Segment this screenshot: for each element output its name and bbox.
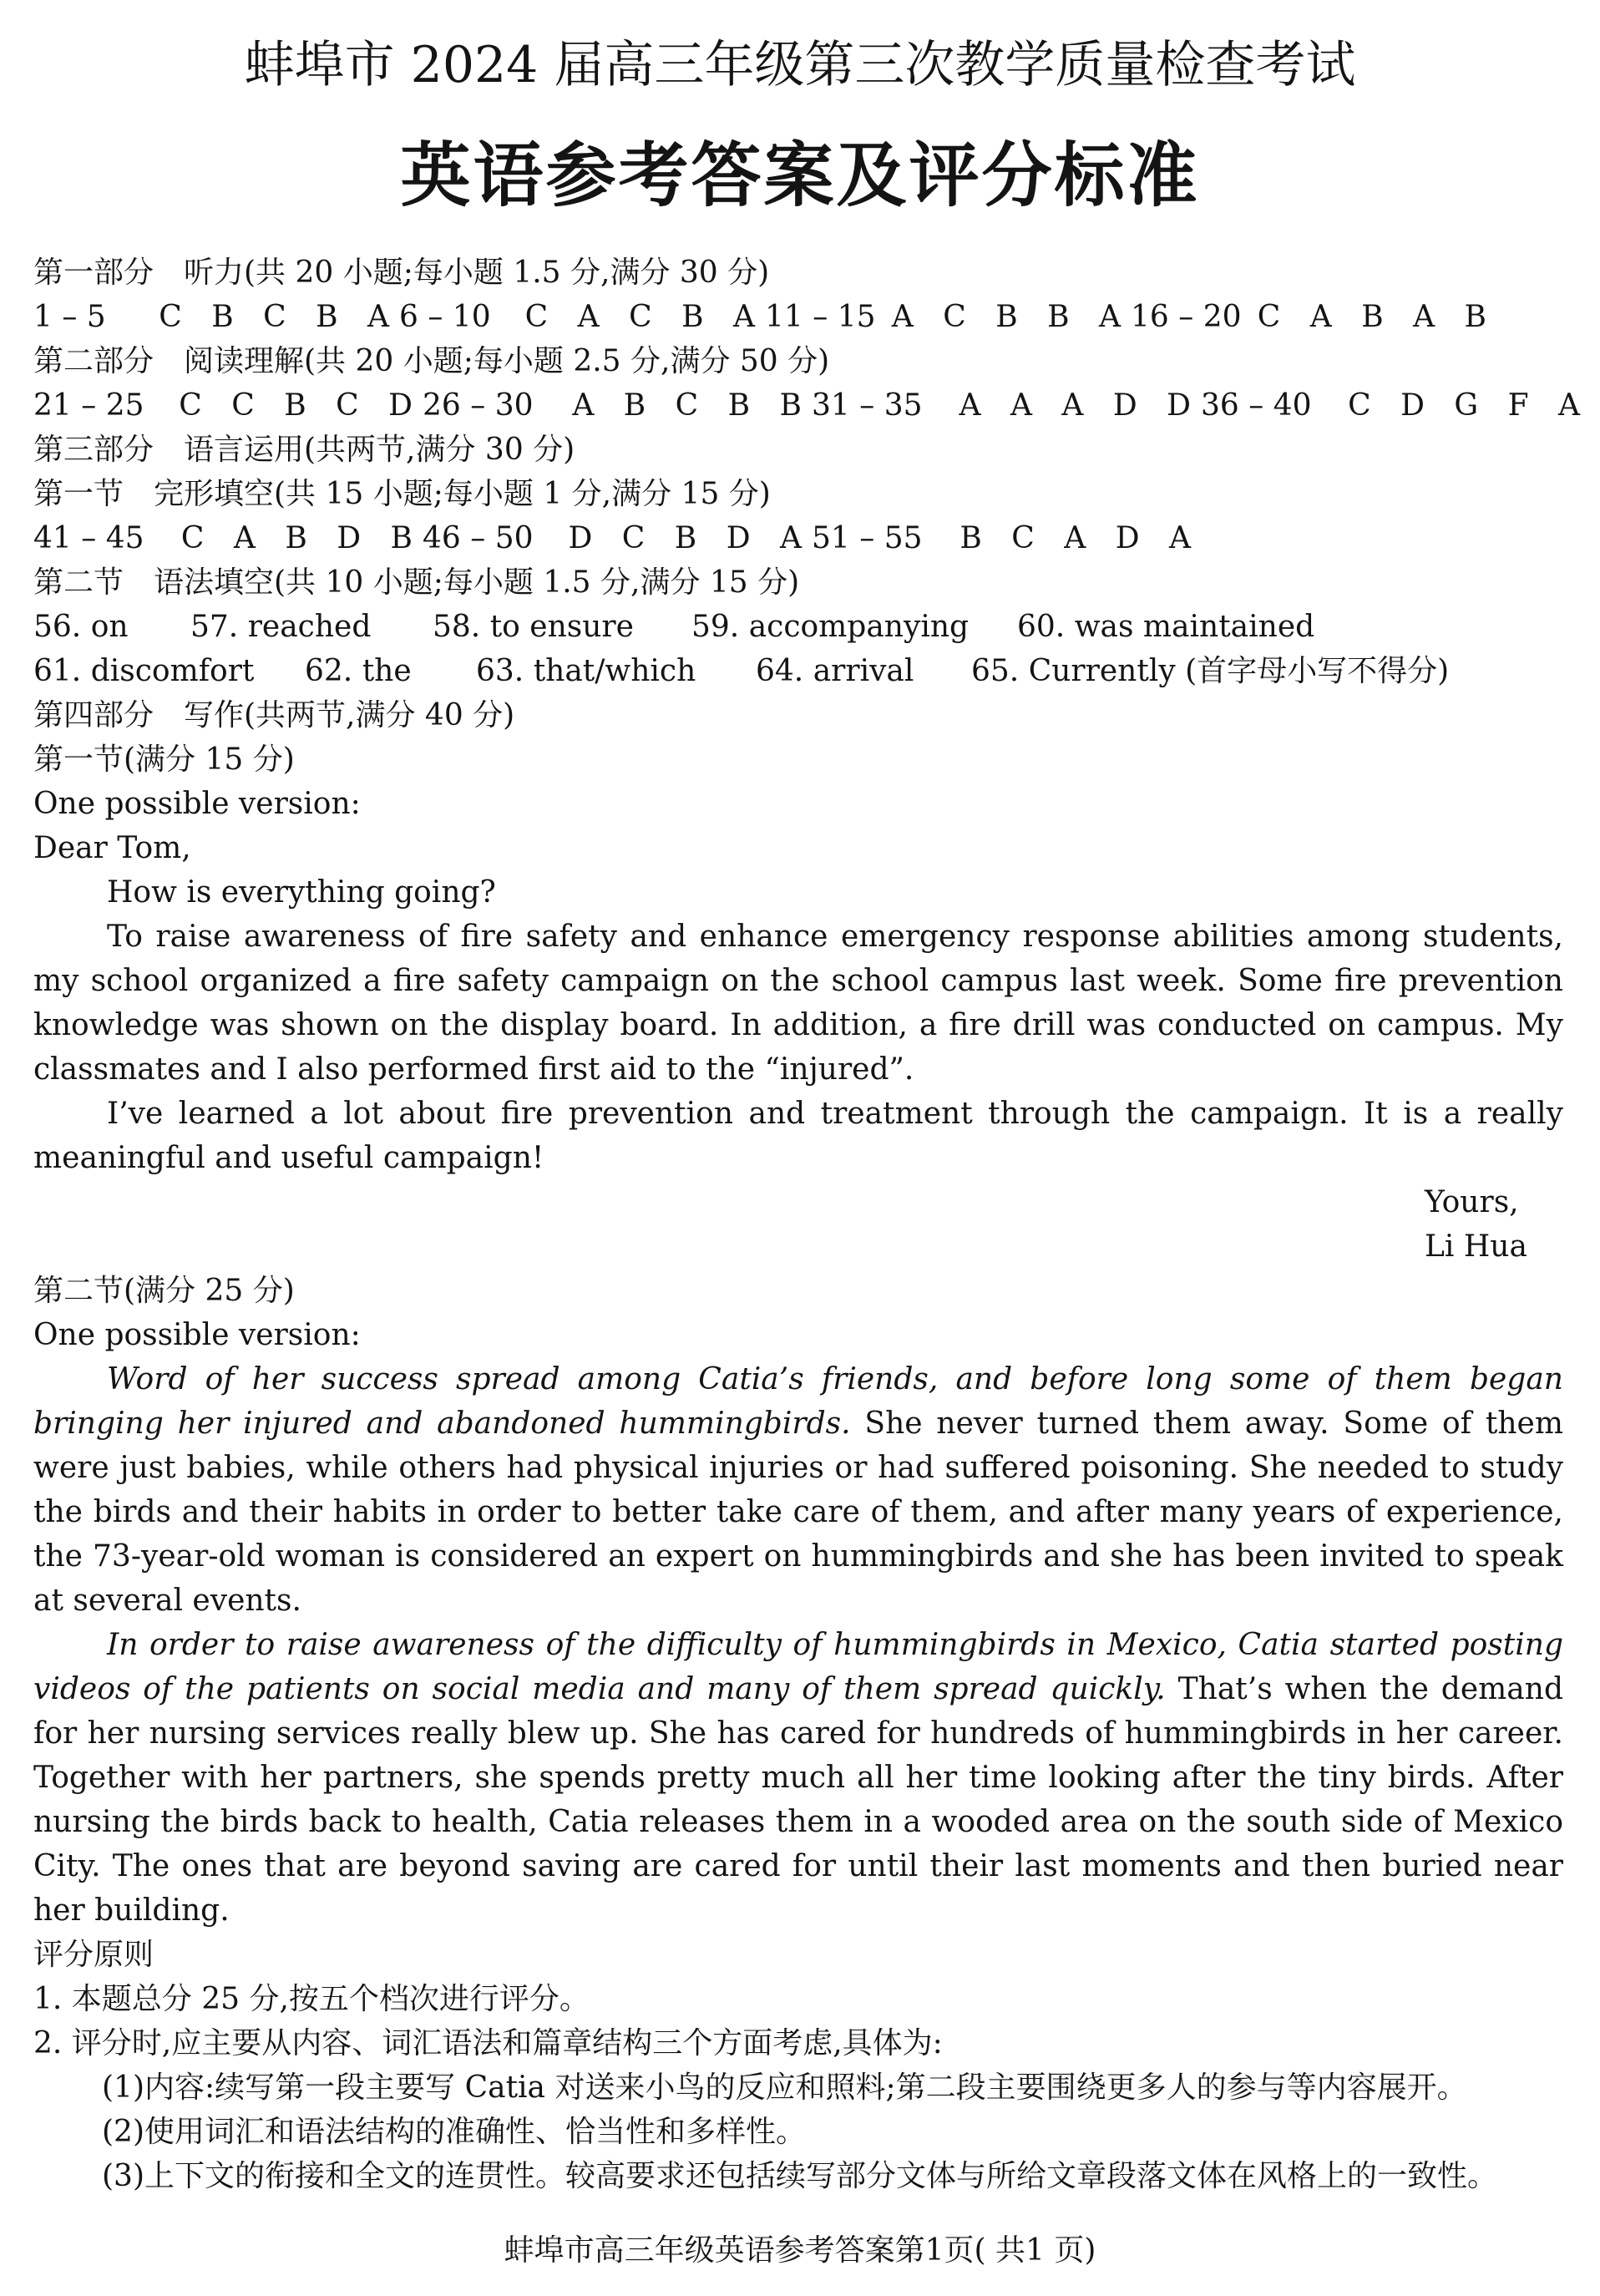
answer-key: C A C B A [524, 300, 765, 334]
rubric-subitem: (1)内容:续写第一段主要写 Catia 对送来小鸟的反应和照料;第二段主要围绕更多人的参与等内容展开。 [102, 2070, 1467, 2105]
grammar-fill-row-2 [33, 649, 1563, 693]
answer-group [33, 383, 423, 428]
fill-answer: 58. to ensure [433, 610, 634, 644]
exam-title: 蚌埠市 2024 届高三年级第三次教学质量检查考试 [244, 36, 1356, 94]
answer-group [33, 516, 423, 560]
answer-group [399, 295, 765, 339]
fill-answer: 61. discomfort [33, 654, 255, 688]
version-label: One possible version: [33, 787, 361, 821]
letter-closing: Yours, [1425, 1185, 1519, 1219]
part4-section1-heading: 第一节(满分 15 分) [33, 743, 295, 777]
answer-group [423, 516, 812, 560]
answer-key: C A B D B [180, 521, 423, 555]
answer-range: 51 – 55 [812, 521, 923, 555]
answer-range: 1 – 5 [33, 300, 106, 334]
answer-group [423, 383, 812, 428]
answer-range: 46 – 50 [423, 521, 534, 555]
rubric-heading: 评分原则 [33, 1938, 154, 1972]
continuation-paragraph [33, 1623, 1563, 1933]
answer-range: 41 – 45 [33, 521, 144, 555]
part2-answers [33, 383, 1590, 428]
rubric-subitem: (3)上下文的衔接和全文的连贯性。较高要求还包括续写部分文体与所给文章段落文体在风格上的一致性。 [102, 2159, 1497, 2193]
answer-group [765, 295, 1131, 339]
letter-signature: Li Hua [1425, 1229, 1527, 1264]
fill-answer: 59. accompanying [691, 610, 970, 644]
rubric-subitem: (2)使用词汇和语法结构的准确性、恰当性和多样性。 [102, 2115, 806, 2149]
answer-range: 6 – 10 [399, 300, 491, 334]
answer-group [1201, 383, 1590, 428]
answer-key: C B C B A [159, 300, 399, 334]
part3-section1-heading: 第一节 完形填空(共 15 小题;每小题 1 分,满分 15 分) [33, 477, 771, 511]
fill-answer: 64. arrival [756, 654, 914, 688]
fill-answer: 62. the [305, 654, 412, 688]
answer-range: 31 – 35 [812, 388, 923, 423]
answer-range: 11 – 15 [765, 300, 876, 334]
fill-answer: 57. reached [190, 610, 372, 644]
answer-range: 26 – 30 [423, 388, 534, 423]
continuation-text: That’s when the demand for her nursing services really blew up. She has cared for hundreds of hummingbirds in her career. Together with her partners, she spends pretty much all her time looking after the tiny birds. After nursing the birds back to health, Catia releases them in a wooded area on the south side of Mexico City. The ones that are beyond saving are cared for until their last moments and then buried near her building. [33, 1672, 1563, 1928]
answer-key: C C B C D [179, 388, 423, 423]
part4-section2-heading: 第二节(满分 25 分) [33, 1274, 295, 1308]
answer-key: A B C B B [572, 388, 812, 423]
part4-heading: 第四部分 写作(共两节,满分 40 分) [33, 698, 515, 732]
document-subtitle: 英语参考答案及评分标准 [400, 134, 1200, 216]
fill-answer: 63. that/which [476, 654, 696, 688]
given-opening-sentence: In order to raise awareness of the difficulty of hummingbirds in Mexico, Catia started posting videos of the patients on social media and many of them spread quickly. [33, 1628, 1563, 1706]
fill-answer: 65. Currently (首字母小写不得分) [971, 654, 1450, 688]
document-body [33, 251, 1590, 2198]
rubric-item: 2. 评分时,应主要从内容、词汇语法和篇章结构三个方面考虑,具体为: [33, 2026, 943, 2060]
answer-group [1131, 295, 1496, 339]
page-footer: 蚌埠市高三年级英语参考答案第1页( 共1 页) [504, 2233, 1096, 2268]
rubric-item: 1. 本题总分 25 分,按五个档次进行评分。 [33, 1982, 590, 2016]
answer-key: C A B A B [1257, 300, 1496, 334]
answer-key: B C A D A [959, 521, 1201, 555]
letter-salutation: Dear Tom, [33, 831, 191, 865]
fill-answer: 56. on [33, 610, 129, 644]
given-opening-sentence: Word of her success spread among Catia’s friends, and before long some of them began bringing her injured and abandoned hummingbirds. [33, 1362, 1563, 1441]
answer-group [812, 516, 1201, 560]
answer-range: 16 – 20 [1131, 300, 1242, 334]
grammar-fill-row-1 [33, 605, 1563, 649]
letter-paragraph: I’ve learned a lot about fire prevention and treatment through the campaign. It is a really meaningful and useful campaign! [33, 1097, 1563, 1175]
part1-heading: 第一部分 听力(共 20 小题;每小题 1.5 分,满分 30 分) [33, 256, 770, 290]
answer-group [812, 383, 1201, 428]
fill-answer: 60. was maintained [1017, 610, 1315, 644]
answer-key: C D G F A [1348, 388, 1590, 423]
answer-group [33, 295, 399, 339]
letter-greeting: How is everything going? [107, 875, 496, 910]
answer-range: 21 – 25 [33, 388, 144, 423]
part3-heading: 第三部分 语言运用(共两节,满分 30 分) [33, 433, 575, 467]
letter-paragraph: To raise awareness of fire safety and enhance emergency response abilities among students, my school organized a fire safety campaign on the school campus last week. Some fire prevention knowledge was shown on the display board. In addition, a fire drill was conducted on campus. My classmates and I also performed first aid to the “injured”. [33, 920, 1563, 1087]
continuation-paragraph [33, 1357, 1563, 1623]
part1-answers [33, 295, 1563, 339]
continuation-text: She never turned them away. Some of them were just babies, while others had physical injuries or had suffered poisoning. She needed to study the birds and their habits in order to better take care of them, and after many years of experience, the 73-year-old woman is considered an expert on hummingbirds and she has been invited to speak at several events. [33, 1406, 1563, 1618]
answer-key: A C B B A [891, 300, 1131, 334]
version-label: One possible version: [33, 1318, 361, 1352]
part3-section1-answers [33, 516, 1563, 560]
answer-range: 36 – 40 [1201, 388, 1312, 423]
answer-key: A A A D D [959, 388, 1201, 423]
answer-key: D C B D A [568, 521, 812, 555]
part3-section2-heading: 第二节 语法填空(共 10 小题;每小题 1.5 分,满分 15 分) [33, 565, 800, 600]
part2-heading: 第二部分 阅读理解(共 20 小题;每小题 2.5 分,满分 50 分) [33, 344, 830, 378]
